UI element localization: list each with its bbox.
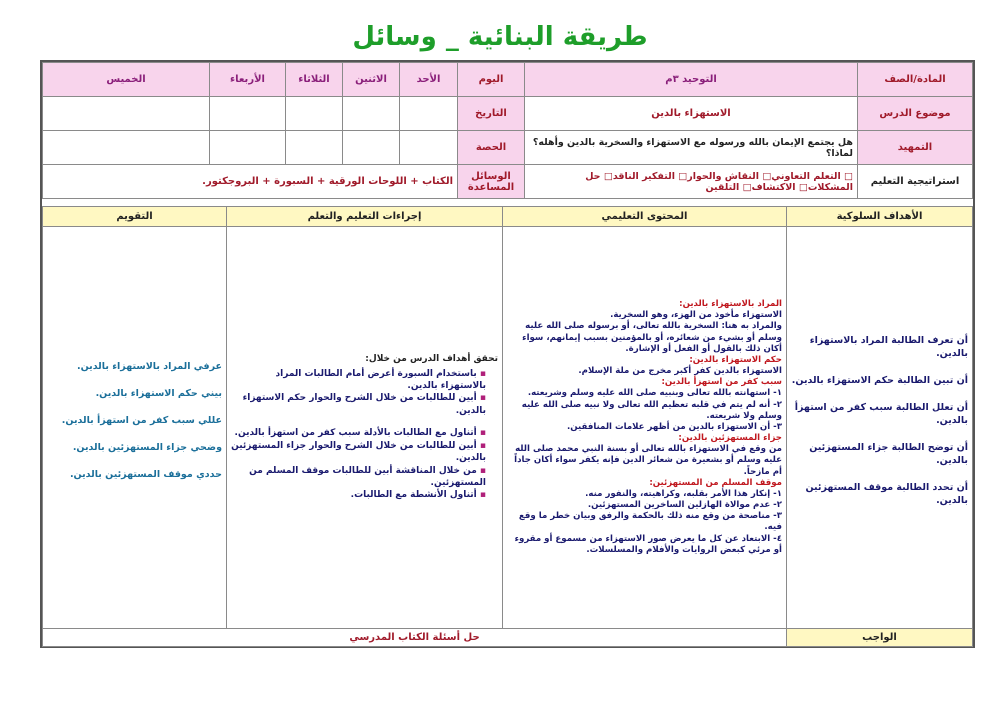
- col-evaluation-header: التقويم: [43, 207, 227, 227]
- content-text: الاستهزاء بالدين كفر أكبر مخرج من ملة الإسلام.: [578, 366, 782, 377]
- objective-item: أن تحدد الطالبة موقف المستهزئين بالدين.: [805, 482, 968, 507]
- period-cell-sunday: [400, 131, 458, 165]
- strategy-label: استراتيجية التعليم: [858, 165, 973, 199]
- procedures-list: [231, 368, 498, 502]
- procedure-item: ▪ أتناول الأنشطة مع الطالبات.: [231, 489, 486, 501]
- objective-item: أن تعرف الطالبة المراد بالاستهزاء بالدين.: [809, 334, 968, 359]
- intro-value: هل يجتمع الإيمان بالله ورسوله مع الاستهزاء والسخرية بالدين وأهله؟ لماذا؟: [525, 131, 858, 165]
- period-cell-wednesday: [210, 131, 286, 165]
- homework-table: [42, 628, 973, 647]
- content-text: ٣- مناصحة من وقع منه ذلك بالحكمة والرفق وبيان خطر ما وقع فيه.: [518, 511, 782, 533]
- homework-label: الواجب: [787, 629, 973, 647]
- period-cell-monday: [343, 131, 400, 165]
- lesson-value: الاستهزاء بالدين: [525, 97, 858, 131]
- page-title: طريقة البنائية _ وسائل: [352, 22, 648, 52]
- evaluation-item: وضحي جزاء المستهزئين بالدين.: [72, 442, 222, 454]
- day-wednesday: الأربعاء: [210, 63, 286, 97]
- lesson-plan-sheet: [40, 60, 975, 648]
- content-cell: [503, 227, 787, 629]
- evaluation-item: عرفي المراد بالاستهزاء بالدين.: [76, 360, 222, 372]
- aids-label: الوسائل المساعدة: [458, 165, 525, 199]
- procedures-cell: [227, 227, 503, 629]
- content-text: ٢- أنه لم يتم في قلبه تعظيم الله تعالى ولا نبيه صلى الله عليه وسلم ولا شريعته.: [521, 399, 782, 421]
- content-heading: المراد بالاستهزاء بالدين:: [679, 299, 782, 310]
- evaluation-item: عللي سبب كفر من استهزأ بالدين.: [61, 414, 222, 426]
- day-sunday: الأحد: [400, 63, 458, 97]
- day-monday: الاثنين: [343, 63, 400, 97]
- intro-label: التمهيد: [858, 131, 973, 165]
- content-text: ٢- عدم موالاة الهازلين الساخرين المستهزئين.: [587, 500, 782, 511]
- evaluation-item: حددي موقف المستهزئين بالدين.: [69, 469, 222, 481]
- day-thursday: الخميس: [43, 63, 210, 97]
- content-text: ١- استهانته بالله تعالى وبنبيه صلى الله عليه وسلم وشريعته.: [527, 388, 782, 399]
- period-label: الحصة: [458, 131, 525, 165]
- period-cell-thursday: [43, 131, 210, 165]
- objective-item: أن تبين الطالبة حكم الاستهزاء بالدين.: [791, 374, 968, 386]
- procedure-item: ▪ أبين للطالبات من خلال الشرح والحوار حكم الاستهزاء بالدين.: [231, 392, 486, 417]
- header-table: [42, 62, 973, 199]
- objective-item: أن تعلل الطالبة سبب كفر من استهزأ بالدين.: [794, 401, 968, 426]
- lesson-body-table: [42, 206, 973, 629]
- procedure-item: ▪ أتناول مع الطالبات بالأدلة سبب كفر من استهزأ بالدين.: [231, 427, 486, 439]
- date-cell-sunday: [400, 97, 458, 131]
- date-cell-monday: [343, 97, 400, 131]
- content-heading: حكم الاستهزاء بالدين:: [689, 354, 782, 365]
- homework-value: حل أسئلة الكتاب المدرسي: [43, 629, 787, 647]
- content-text: من وقع في الاستهزاء بالله تعالى أو بسنة النبي محمد صلى الله عليه وسلم أو بشعيرة من شعائر الدين فإنه يكفر سواء أكان جاداً أم مازحاً.: [514, 444, 782, 477]
- procedure-item: ▪ من خلال المناقشة أبين للطالبات موقف المسلم من المستهزئين.: [231, 465, 486, 490]
- procedures-intro: تحقق أهداف الدرس من خلال:: [365, 354, 498, 365]
- col-content-header: المحتوى التعليمي: [503, 207, 787, 227]
- subject-value: التوحيد ٣م: [525, 63, 858, 97]
- objectives-cell: [787, 227, 973, 629]
- date-cell-wednesday: [210, 97, 286, 131]
- date-cell-tuesday: [286, 97, 343, 131]
- period-cell-tuesday: [286, 131, 343, 165]
- content-text: والمراد به هنا: السخرية بالله تعالى، أو برسوله صلى الله عليه وسلم أو بشيء من شعائره، أو بالمؤمنين بسبب إيمانهم، سواء أكان ذلك بالقول أو الفعل أو الإشارة.: [522, 321, 782, 354]
- day-label: اليوم: [458, 63, 525, 97]
- date-cell-thursday: [43, 97, 210, 131]
- objective-item: أن توضح الطالبة جزاء المستهزئين بالدين.: [809, 442, 968, 467]
- day-tuesday: الثلاثاء: [286, 63, 343, 97]
- content-text: ٤- الابتعاد عن كل ما يعرض صور الاستهزاء من مسموع أو مقروء أو مرئي كبعض الروايات والأفلام والمسلسلات.: [514, 533, 782, 555]
- lesson-label: موضوع الدرس: [858, 97, 973, 131]
- aids-value: الكتاب + اللوحات الورقية + السبورة + البروجكتور.: [43, 165, 458, 199]
- strategy-value: □ التعلم التعاوني□ النقاش والحوار□ التفكير الناقد□ حل المشكلات□ الاكتشاف□ التلقين: [525, 165, 858, 199]
- procedure-item: ▪ أبين للطالبات من خلال الشرح والحوار جزاء المستهزئين بالدين.: [231, 440, 486, 465]
- content-heading: موقف المسلم من المستهزئين:: [649, 477, 782, 488]
- col-procedures-header: إجراءات التعليم والتعلم: [227, 207, 503, 227]
- content-text: الاستهزاء مأخوذ من الهزء، وهو السخرية.: [610, 310, 782, 321]
- evaluation-cell: [43, 227, 227, 629]
- date-label: التاريخ: [458, 97, 525, 131]
- procedure-item: ▪ باستخدام السبورة أعرض أمام الطالبات المراد بالاستهزاء بالدين.: [231, 368, 486, 393]
- subject-label: المادة/الصف: [858, 63, 973, 97]
- content-text: ٣- أن الاستهزاء بالدين من أظهر علامات المنافقين.: [567, 421, 782, 432]
- evaluation-item: بيني حكم الاستهزاء بالدين.: [95, 387, 222, 399]
- content-heading: سبب كفر من استهزأ بالدين:: [661, 377, 782, 388]
- content-text: ١- إنكار هذا الأمر بقلبه، وكراهيته، والنفور منه.: [585, 488, 782, 499]
- content-heading: جزاء المستهزئين بالدين:: [678, 433, 782, 444]
- col-objectives-header: الأهداف السلوكية: [787, 207, 973, 227]
